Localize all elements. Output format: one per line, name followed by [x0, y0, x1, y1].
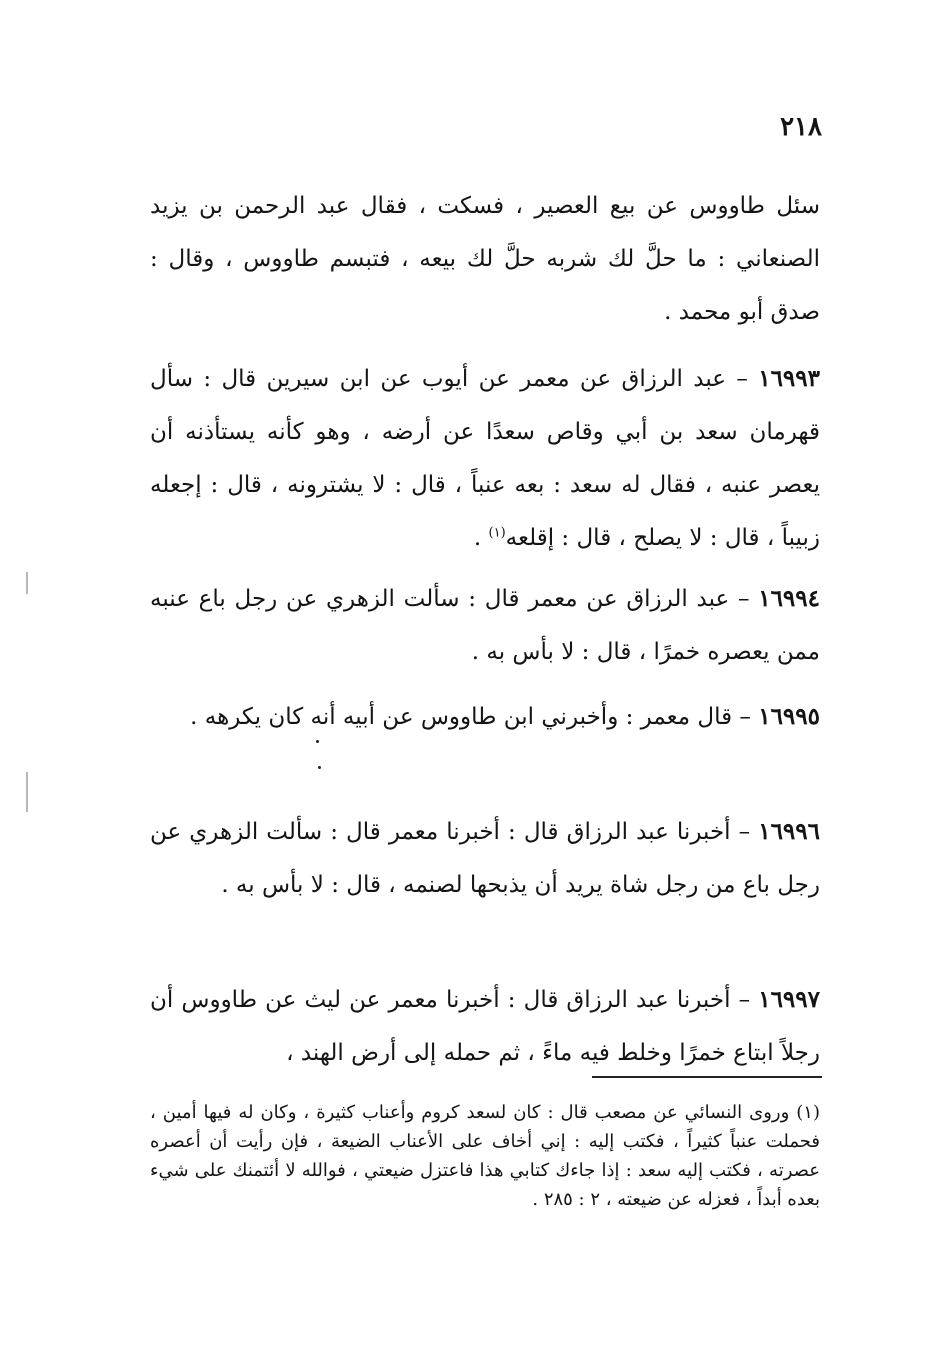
hadith-text-end: .: [473, 525, 489, 551]
scan-edge-mark-lower: [26, 772, 28, 812]
hadith-text: – عبد الرزاق عن معمر قال : سألت الزهري عن رجل باع عنبه ممن يعصره خمرًا ، قال : لا بأس به .: [150, 586, 820, 665]
hadith-text: – عبد الرزاق عن معمر عن أيوب عن ابن سيرين قال : سأل قهرمان سعد بن أبي وقاص سعدًا عن أرضه ، وهو كأنه يستأذنه أن يعصر عنبه ، فقال له سعد : بعه عنباً ، قال : لا يشترونه ، قال : إجعله زبيباً ، قال : لا يصلح ، قال : إقلعه: [150, 366, 820, 551]
hadith-16995: [150, 690, 820, 744]
hadith-number: ١٦٩٩٥: [758, 703, 820, 730]
paragraph-text: سئل طاووس عن بيع العصير ، فسكت ، فقال عبد الرحمن بن يزيد الصنعاني : ما حلَّ لك شربه حلَّ لك بيعه ، فتبسم طاووس ، وقال : صدق أبو محمد .: [150, 193, 820, 325]
hadith-number: ١٦٩٩٦: [758, 818, 820, 845]
hadith-number: ١٦٩٩٤: [758, 585, 820, 612]
scan-edge-mark-upper: [26, 572, 28, 594]
hadith-text: – أخبرنا عبد الرزاق قال : أخبرنا معمر قال : سألت الزهري عن رجل باع من رجل شاة يريد أن يذبحها لصنمه ، قال : لا بأس به .: [150, 819, 820, 898]
footnote-separator: [592, 1076, 822, 1078]
hadith-text: – قال معمر : وأخبرني ابن طاووس عن أبيه أنه كان يكرهه .: [190, 704, 759, 730]
paragraph-intro: [150, 180, 820, 339]
page-number: ٢١٨: [780, 112, 822, 142]
hadith-16996: [150, 805, 820, 912]
footnote: (١) وروى النسائي عن مصعب قال : كان لسعد كروم وأعناب كثيرة ، وكان له فيها أمين ، فحملت عنباً كثيراً ، فكتب إليه : إني أخاف على الأعناب الضيعة ، فإن رأيت أن أعصره عصرته ، فكتب إليه سعد : إذا جاءك كتابي هذا فاعتزل ضيعتي ، فوالله لا أئتمنك على شيء بعده أبداً ، فعزله عن ضيعته ، ٢ : ٢٨٥ .: [150, 1102, 820, 1210]
hadith-16997: [150, 973, 820, 1080]
footnote-reference: (١): [488, 525, 506, 541]
scan-speck: [316, 740, 319, 743]
hadith-text: – أخبرنا عبد الرزاق قال : أخبرنا معمر عن ليث عن طاووس أن رجلاً ابتاع خمرًا وخلط فيه ماءً ، ثم حمله إلى أرض الهند ،: [150, 987, 820, 1066]
hadith-number: ١٦٩٩٣: [758, 365, 820, 392]
scan-speck: [318, 766, 321, 769]
hadith-16993: [150, 352, 820, 565]
hadith-16994: [150, 572, 820, 679]
hadith-number: ١٦٩٩٧: [758, 986, 820, 1013]
